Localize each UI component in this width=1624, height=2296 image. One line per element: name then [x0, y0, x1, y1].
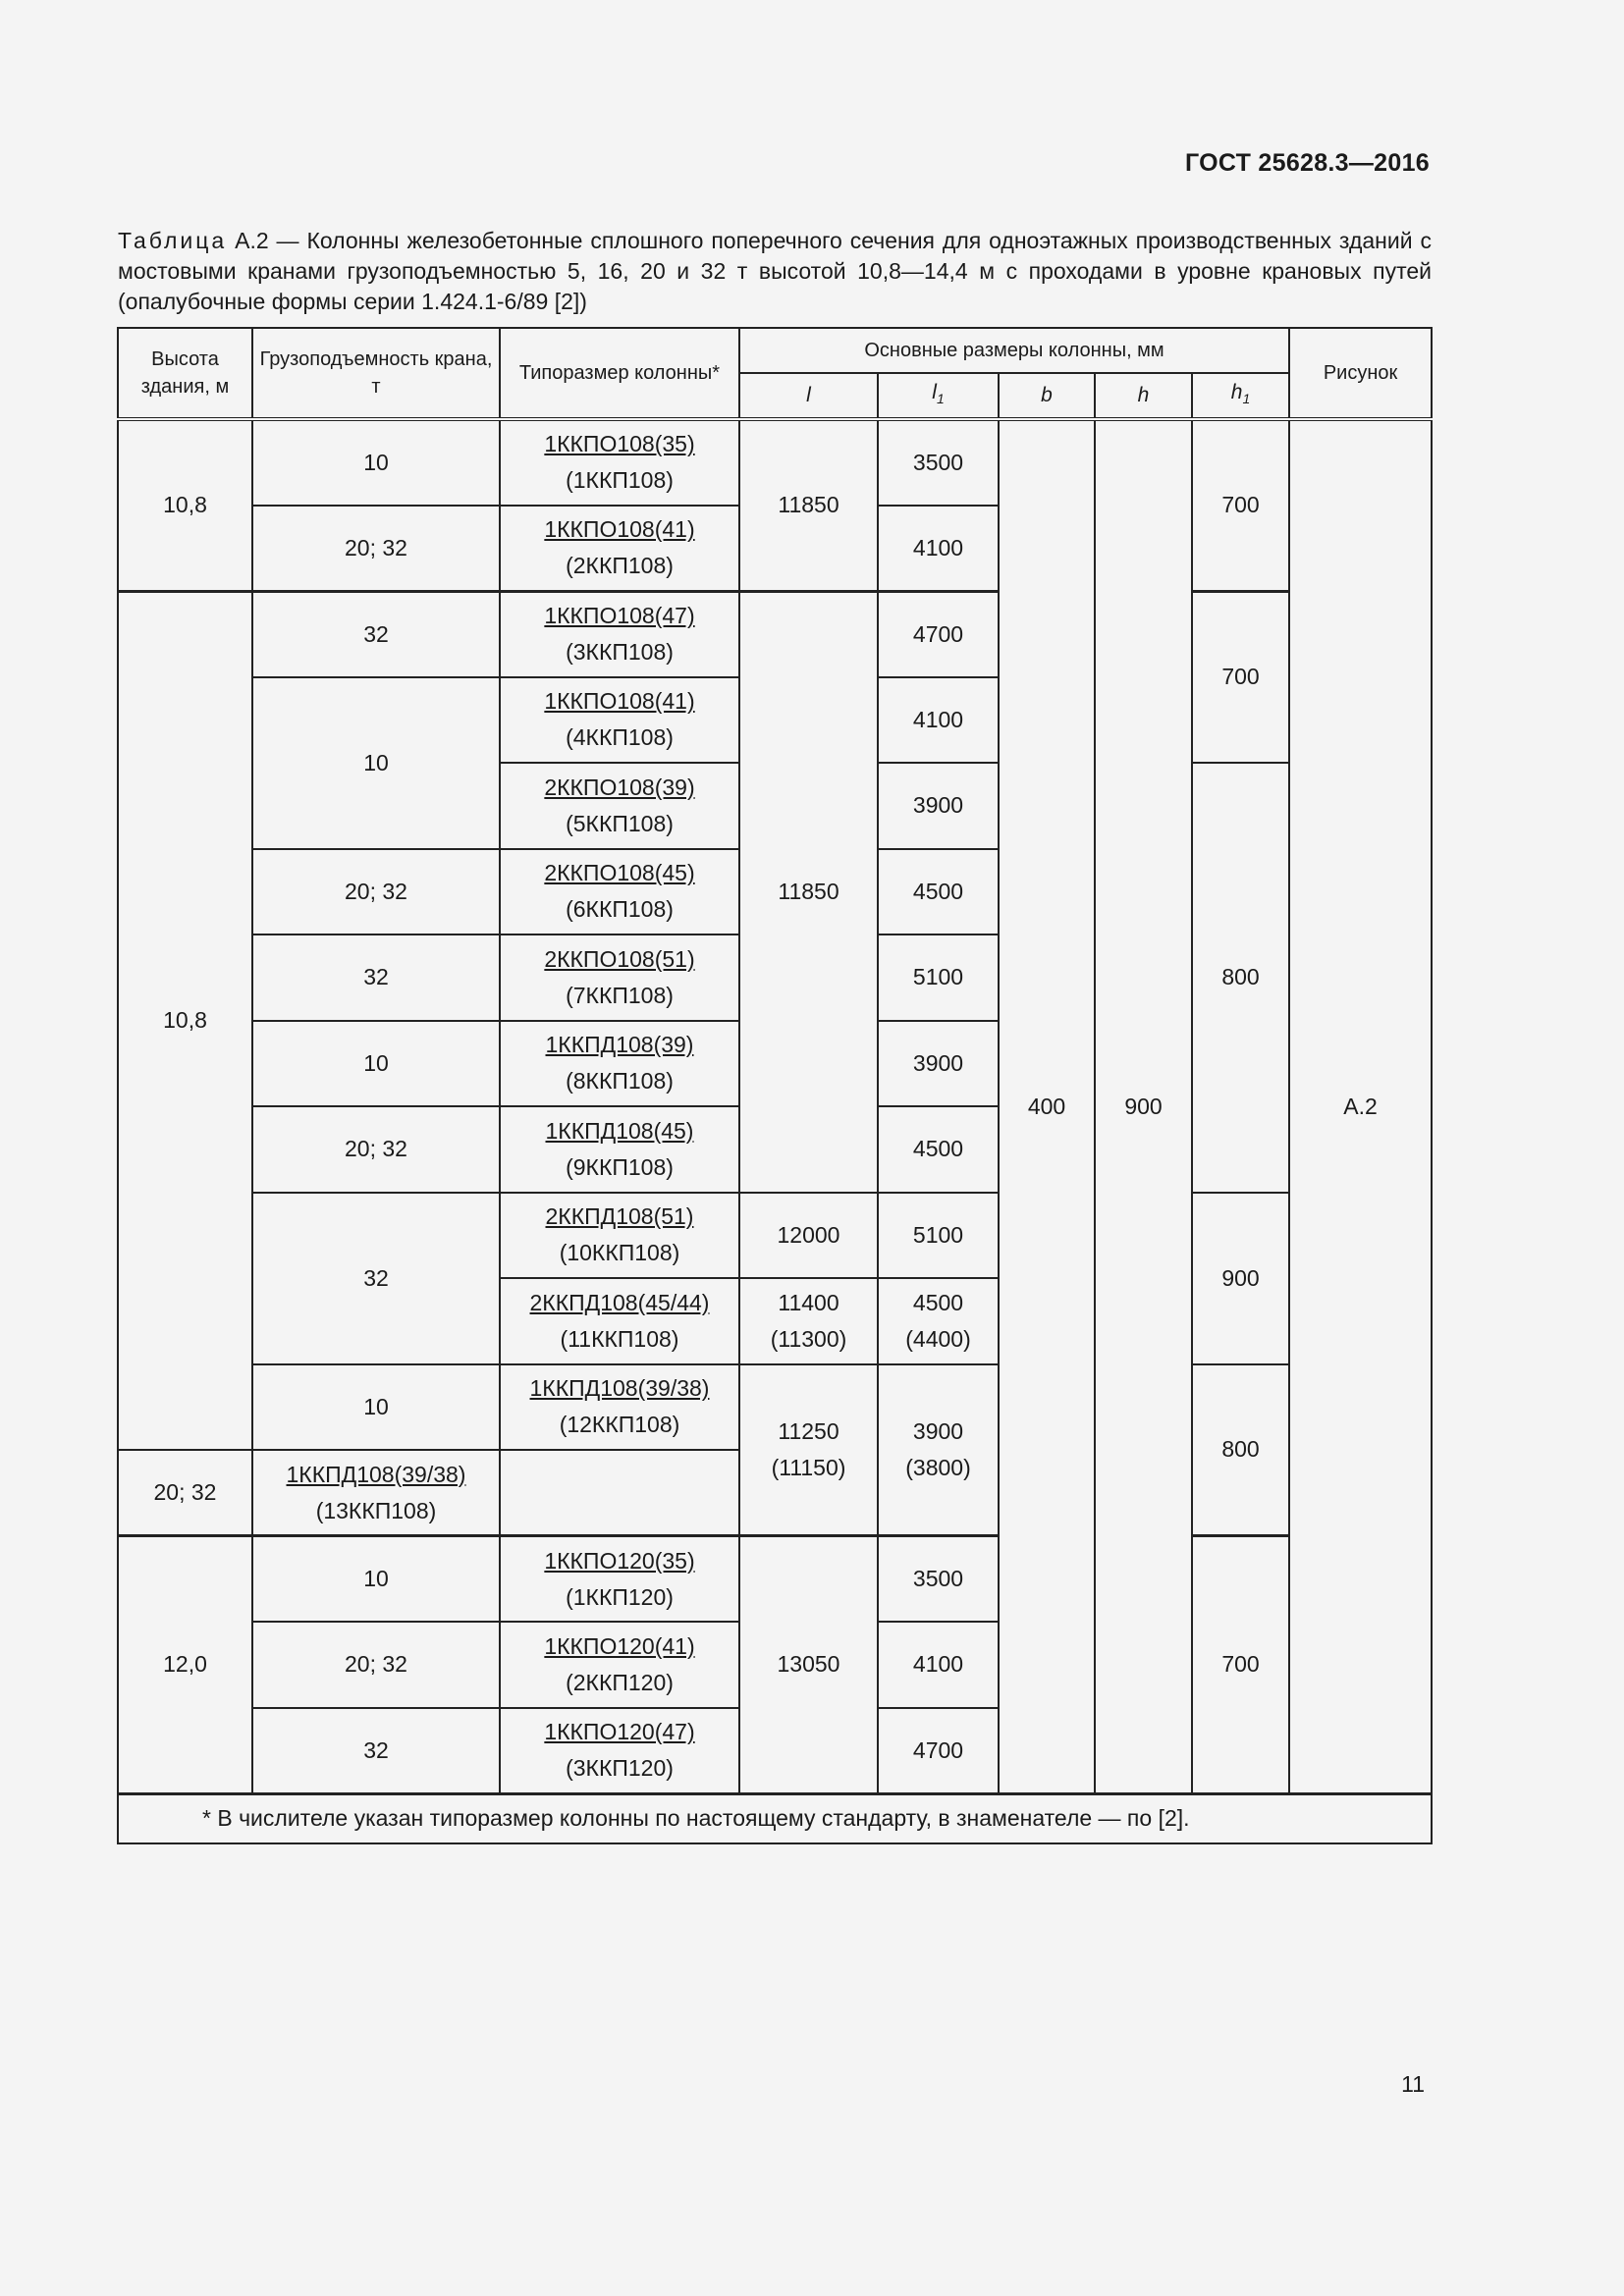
type-cell: 1ККПО108(47) (3ККП108) — [500, 591, 739, 677]
l1-cell: 4100 — [878, 1622, 999, 1708]
header-dims: Основные размеры колонны, мм — [739, 328, 1289, 373]
page-number: 11 — [1401, 2071, 1425, 2097]
h1-cell: 800 — [1192, 1364, 1289, 1536]
capacity-cell: 32 — [252, 591, 500, 677]
header-type: Типоразмер колонны* — [500, 328, 739, 419]
capacity-cell: 20; 32 — [252, 1622, 500, 1708]
l1-cell: 3900 — [878, 763, 999, 849]
l-cell: 11850 — [739, 591, 878, 1193]
capacity-cell: 32 — [252, 1193, 500, 1364]
b-cell: 400 — [999, 419, 1095, 1793]
height-cell: 10,8 — [118, 591, 252, 1450]
l1-cell: 4100 — [878, 506, 999, 592]
table-row — [118, 419, 1432, 506]
l-cell: 13050 — [739, 1536, 878, 1794]
header-capacity: Грузоподъемность крана, т — [252, 328, 500, 419]
footnote: * В числителе указан типоразмер колонны по настоящему стандарту, в знаменателе — по [2]. — [118, 1793, 1432, 1843]
h-cell: 900 — [1095, 419, 1192, 1793]
header-h1: $h_1$ — [1192, 373, 1289, 419]
type-cell: 1ККПД108(39/38) (12ККП108) — [500, 1364, 739, 1451]
l-cell: 12000 — [739, 1193, 878, 1279]
type-cell: 2ККПД108(45/44) (11ККП108) — [500, 1278, 739, 1364]
type-cell: 1ККПД108(39/38) (13ККП108) — [252, 1450, 500, 1536]
height-cell: 10,8 — [118, 419, 252, 591]
header-b: b — [999, 373, 1095, 419]
h1-cell: 800 — [1192, 763, 1289, 1193]
capacity-cell: 20; 32 — [118, 1450, 252, 1536]
header-l: l — [739, 373, 878, 419]
table-row — [118, 1536, 1432, 1623]
capacity-cell: 10 — [252, 1021, 500, 1107]
l1-cell: 5100 — [878, 934, 999, 1021]
l1-cell: 4700 — [878, 591, 999, 677]
l-cell: 11400 (11300) — [739, 1278, 878, 1364]
caption-number: А.2 — [235, 228, 269, 253]
capacity-cell: 10 — [252, 419, 500, 506]
columns-table — [117, 327, 1433, 1844]
l1-cell: 4100 — [878, 677, 999, 764]
type-cell: 1ККПО120(41) (2ККП120) — [500, 1622, 739, 1708]
capacity-cell: 10 — [252, 1536, 500, 1623]
type-cell: 1ККПО108(35) (1ККП108) — [500, 419, 739, 506]
type-cell: 1ККПД108(39) (8ККП108) — [500, 1021, 739, 1107]
l-cell: 11850 — [739, 419, 878, 591]
l-cell: 11250 (11150) — [739, 1364, 878, 1536]
type-cell: 1ККПД108(45) (9ККП108) — [500, 1106, 739, 1193]
height-cell: 12,0 — [118, 1536, 252, 1794]
h1-cell: 900 — [1192, 1193, 1289, 1364]
h1-cell: 700 — [1192, 591, 1289, 763]
table-row — [118, 591, 1432, 677]
l1-cell: 3500 — [878, 419, 999, 506]
caption-label: Таблица — [118, 228, 228, 253]
table-row — [118, 1193, 1432, 1279]
header-figure: Рисунок — [1289, 328, 1432, 419]
l1-cell: 4500 — [878, 849, 999, 935]
l1-cell: 4700 — [878, 1708, 999, 1794]
capacity-cell: 20; 32 — [252, 849, 500, 935]
h1-cell: 700 — [1192, 1536, 1289, 1794]
type-cell: 1ККПО120(35) (1ККП120) — [500, 1536, 739, 1623]
capacity-cell: 20; 32 — [252, 506, 500, 592]
capacity-cell: 10 — [252, 677, 500, 849]
l1-cell: 3900 — [878, 1021, 999, 1107]
l1-cell: 4500 — [878, 1106, 999, 1193]
footnote-row — [118, 1793, 1432, 1843]
capacity-cell: 32 — [252, 1708, 500, 1794]
h1-cell: 700 — [1192, 419, 1289, 591]
header-l1: $l_1$ — [878, 373, 999, 419]
type-cell: 2ККПО108(51) (7ККП108) — [500, 934, 739, 1021]
l1-cell: 3900 (3800) — [878, 1364, 999, 1536]
type-cell: 2ККПД108(51) (10ККП108) — [500, 1193, 739, 1279]
capacity-cell: 32 — [252, 934, 500, 1021]
type-cell: 1ККПО108(41) (4ККП108) — [500, 677, 739, 764]
standard-code: ГОСТ 25628.3—2016 — [1184, 149, 1430, 177]
l1-cell: 5100 — [878, 1193, 999, 1279]
type-cell: 2ККПО108(39) (5ККП108) — [500, 763, 739, 849]
header-height: Высота здания, м — [118, 328, 252, 419]
figure-cell: А.2 — [1289, 419, 1432, 1793]
l1-cell: 3500 — [878, 1536, 999, 1623]
caption-text: — Колонны железобетонные сплошного поперечного сечения для одноэтажных производственных зданий с мостовыми кранами грузоподъемностью 5, 16, 20 и 32 т высотой 10,8—14,4 м с проходами в уровне крановых путей (опалубочные формы серии 1.424.1-6/89 [2]) — [118, 228, 1432, 314]
table-row — [118, 1364, 1432, 1451]
header-h: h — [1095, 373, 1192, 419]
type-cell: 2ККПО108(45) (6ККП108) — [500, 849, 739, 935]
type-cell: 1ККПО120(47) (3ККП120) — [500, 1708, 739, 1794]
type-cell: 1ККПО108(41) (2ККП108) — [500, 506, 739, 592]
l1-cell: 4500 (4400) — [878, 1278, 999, 1364]
table-caption — [118, 226, 1432, 317]
capacity-cell: 20; 32 — [252, 1106, 500, 1193]
capacity-cell: 10 — [252, 1364, 500, 1451]
